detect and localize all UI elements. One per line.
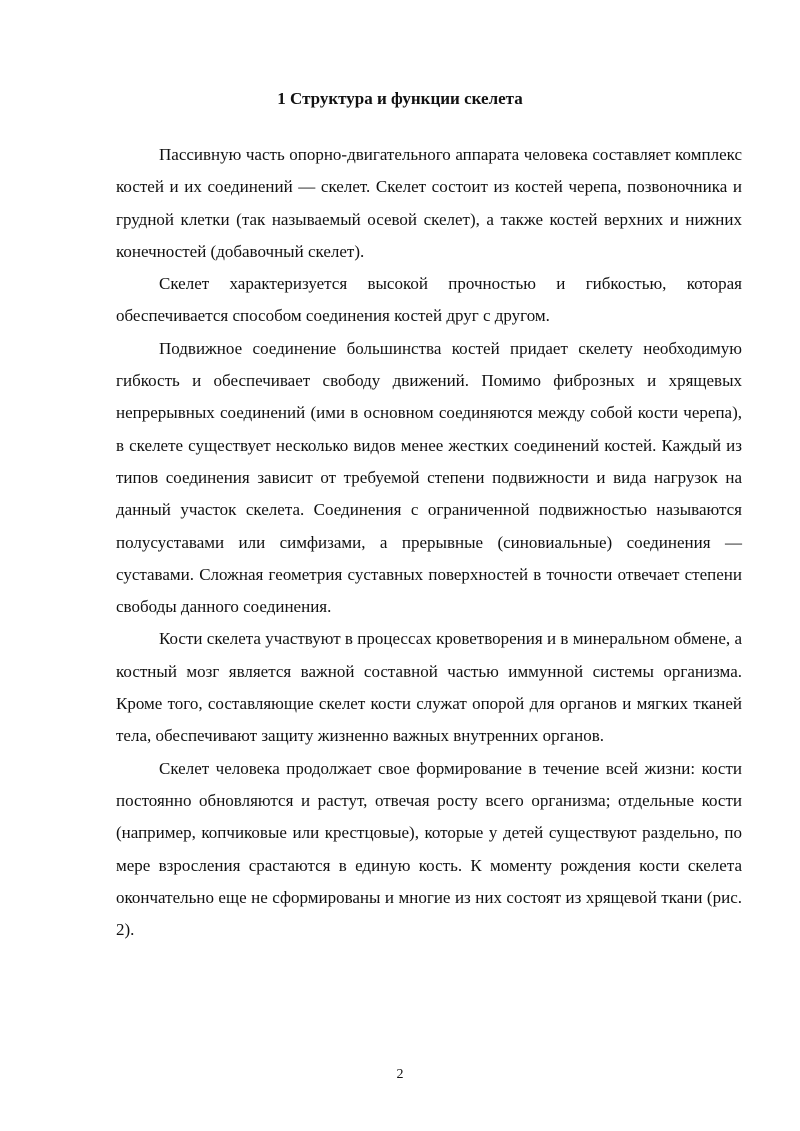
paragraph-3: Подвижное соединение большинства костей придает скелету необходимую гибкость и обеспечивает свободу движений. Помимо фиброзных и хрящевых непрерывных соединений (ими в основном соединяются между собой кости черепа), в скелете существует несколько видов менее жестких соединений костей. Каждый из типов соединения зависит от требуемой степени подвижности и вида нагрузок на данный участок скелета. Соединения с ограниченной подвижностью называются полусуставами или симфизами, а прерывные (синовиальные) соединения — суставами. Сложная геометрия суставных поверхностей в точности отвечает степени свободы данного соединения. [116,338,742,617]
body-text [116,139,742,946]
paragraph-5: Скелет человека продолжает свое формирование в течение всей жизни: кости постоянно обновляются и растут, отвечая росту всего организма; отдельные кости (например, копчиковые или крестцовые), которые у детей существуют раздельно, по мере взросления срастаются в единую кость. К моменту рождения кости скелета окончательно еще не сформированы и многие из них состоят из хрящевой ткани (рис. 2). [116,758,742,940]
paragraph-4: Кости скелета участвуют в процессах кроветворения и в минеральном обмене, а костный мозг является важной составной частью иммунной системы организма. Кроме того, составляющие скелет кости служат опорой для органов и мягких тканей тела, обеспечивают защиту жизненно важных внутренних органов. [116,629,742,746]
section-heading: 1 Структура и функции скелета [277,89,523,109]
page-number: 2 [396,1067,404,1082]
paragraph-2: Скелет характеризуется высокой прочностью и гибкостью, которая обеспечивается способом соединения костей друг с другом. [116,274,742,326]
paragraph-1: Пассивную часть опорно-двигательного аппарата человека составляет комплекс костей и их соединений — скелет. Скелет состоит из костей черепа, позвоночника и грудной клетки (так называемый осевой скелет), а также костей верхних и нижних конечностей (добавочный скелет). [116,145,742,261]
